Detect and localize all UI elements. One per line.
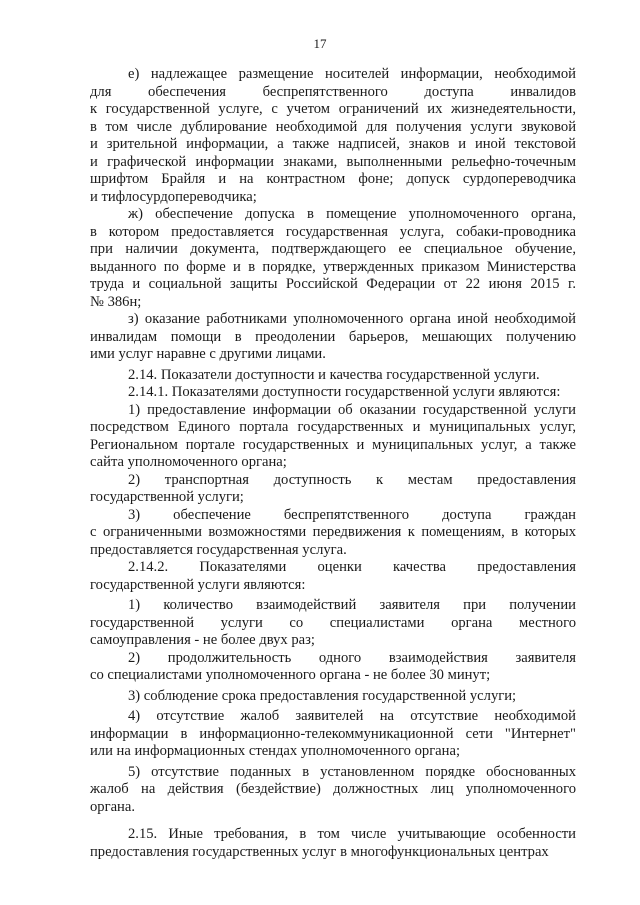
text-line: для обеспечения беспрепятственного доступа инвалидов <box>90 83 576 100</box>
text-line: или на информационных стендах уполномоченного органа; <box>90 743 461 759</box>
text-line: и зрительной информации, а также надписей, знаков и иной текстовой <box>90 136 576 152</box>
text-line: государственной услуги со специалистами органа местного <box>90 614 576 631</box>
paragraph <box>90 559 576 594</box>
paragraph <box>90 384 576 402</box>
document-body <box>90 66 576 861</box>
paragraph <box>90 66 576 206</box>
paragraph <box>90 402 576 472</box>
paragraph <box>90 650 576 685</box>
paragraph <box>90 206 576 311</box>
text-line: труда и социальной защиты Российской Федерации от 22 июня 2015 г. <box>90 276 576 292</box>
paragraph <box>90 688 576 706</box>
text-line: з) оказание работниками уполномоченного органа иной необходимой <box>128 311 576 327</box>
text-line: информации в информационно-телекоммуникационной сети "Интернет" <box>90 725 576 742</box>
text-line: и графической информации знаками, выполненными рельефно-точечным <box>90 153 576 170</box>
paragraph <box>90 367 576 385</box>
text-line: 1) предоставление информации об оказании государственной услуги <box>128 401 576 418</box>
paragraph <box>90 311 576 364</box>
text-line: в котором предоставляется государственная услуга, собаки-проводника <box>90 223 576 240</box>
text-line: 5) отсутствие поданных в установленном порядке обоснованных <box>128 763 576 780</box>
text-line: 2.14.1. Показателями доступности государственной услуги являются: <box>128 384 561 400</box>
text-line: самоуправления - не более двух раз; <box>90 632 315 648</box>
text-line: ж) обеспечение допуска в помещение уполномоченного органа, <box>128 206 576 222</box>
text-line: органа. <box>90 798 135 815</box>
text-line: 2) транспортная доступность к местам предоставления <box>128 471 576 488</box>
text-line: е) надлежащее размещение носителей информации, необходимой <box>128 66 576 82</box>
text-line: с ограниченными возможностями передвижения к помещениям, в которых <box>90 524 576 540</box>
text-line: государственной услуги; <box>90 489 244 505</box>
text-line: 3) соблюдение срока предоставления государственной услуги; <box>128 687 517 704</box>
text-line: сайта уполномоченного органа; <box>90 454 287 470</box>
text-line: выданного по форме и в порядке, утвержденных приказом Министерства <box>90 258 576 275</box>
paragraph <box>90 826 576 861</box>
text-line: 2.15. Иные требования, в том числе учитывающие особенности <box>128 826 576 842</box>
paragraph <box>90 597 576 650</box>
text-line: жалоб на действия (бездействие) должностных лиц уполномоченного <box>90 781 576 797</box>
text-line: государственной услуги являются: <box>90 576 306 593</box>
text-line: 2.14.2. Показателями оценки качества предоставления <box>128 559 576 575</box>
text-line: инвалидам помощи в преодолении барьеров, мешающих получению <box>90 328 576 345</box>
text-line: в том числе дублирование необходимой для получения услуги звуковой <box>90 118 576 135</box>
text-line: 4) отсутствие жалоб заявителей на отсутствие необходимой <box>128 708 576 724</box>
text-line: 2) продолжительность одного взаимодействия заявителя <box>128 649 576 666</box>
text-line: к государственной услуге, с учетом ограничений их жизнедеятельности, <box>90 101 576 117</box>
text-line: и тифлосурдопереводчика; <box>90 188 257 205</box>
text-line: при наличии документа, подтверждающего ее специальное обучение, <box>90 241 576 257</box>
text-line: шрифтом Брайля и на контрастном фоне; допуск сурдопереводчика <box>90 171 576 187</box>
paragraph-spacer <box>90 816 576 826</box>
text-line: Региональном портале государственных и муниципальных услуг, а также <box>90 436 576 453</box>
paragraph <box>90 764 576 817</box>
text-line: № 386н; <box>90 293 142 310</box>
text-line: 1) количество взаимодействий заявителя при получении <box>128 597 576 613</box>
text-line: посредством Единого портала государственных и муниципальных услуг, <box>90 419 576 435</box>
paragraph <box>90 472 576 507</box>
text-line: со специалистами уполномоченного органа - не более 30 минут; <box>90 667 491 683</box>
text-line: ими услуг наравне с другими лицами. <box>90 346 326 362</box>
text-line: предоставляется государственная услуга. <box>90 541 347 558</box>
text-line: 2.14. Показатели доступности и качества государственной услуги. <box>128 366 540 383</box>
paragraph <box>90 507 576 560</box>
text-line: предоставления государственных услуг в многофункциональных центрах <box>90 843 549 860</box>
text-line: 3) обеспечение беспрепятственного доступа граждан <box>128 506 576 523</box>
page-number: 17 <box>313 36 327 51</box>
paragraph <box>90 708 576 761</box>
